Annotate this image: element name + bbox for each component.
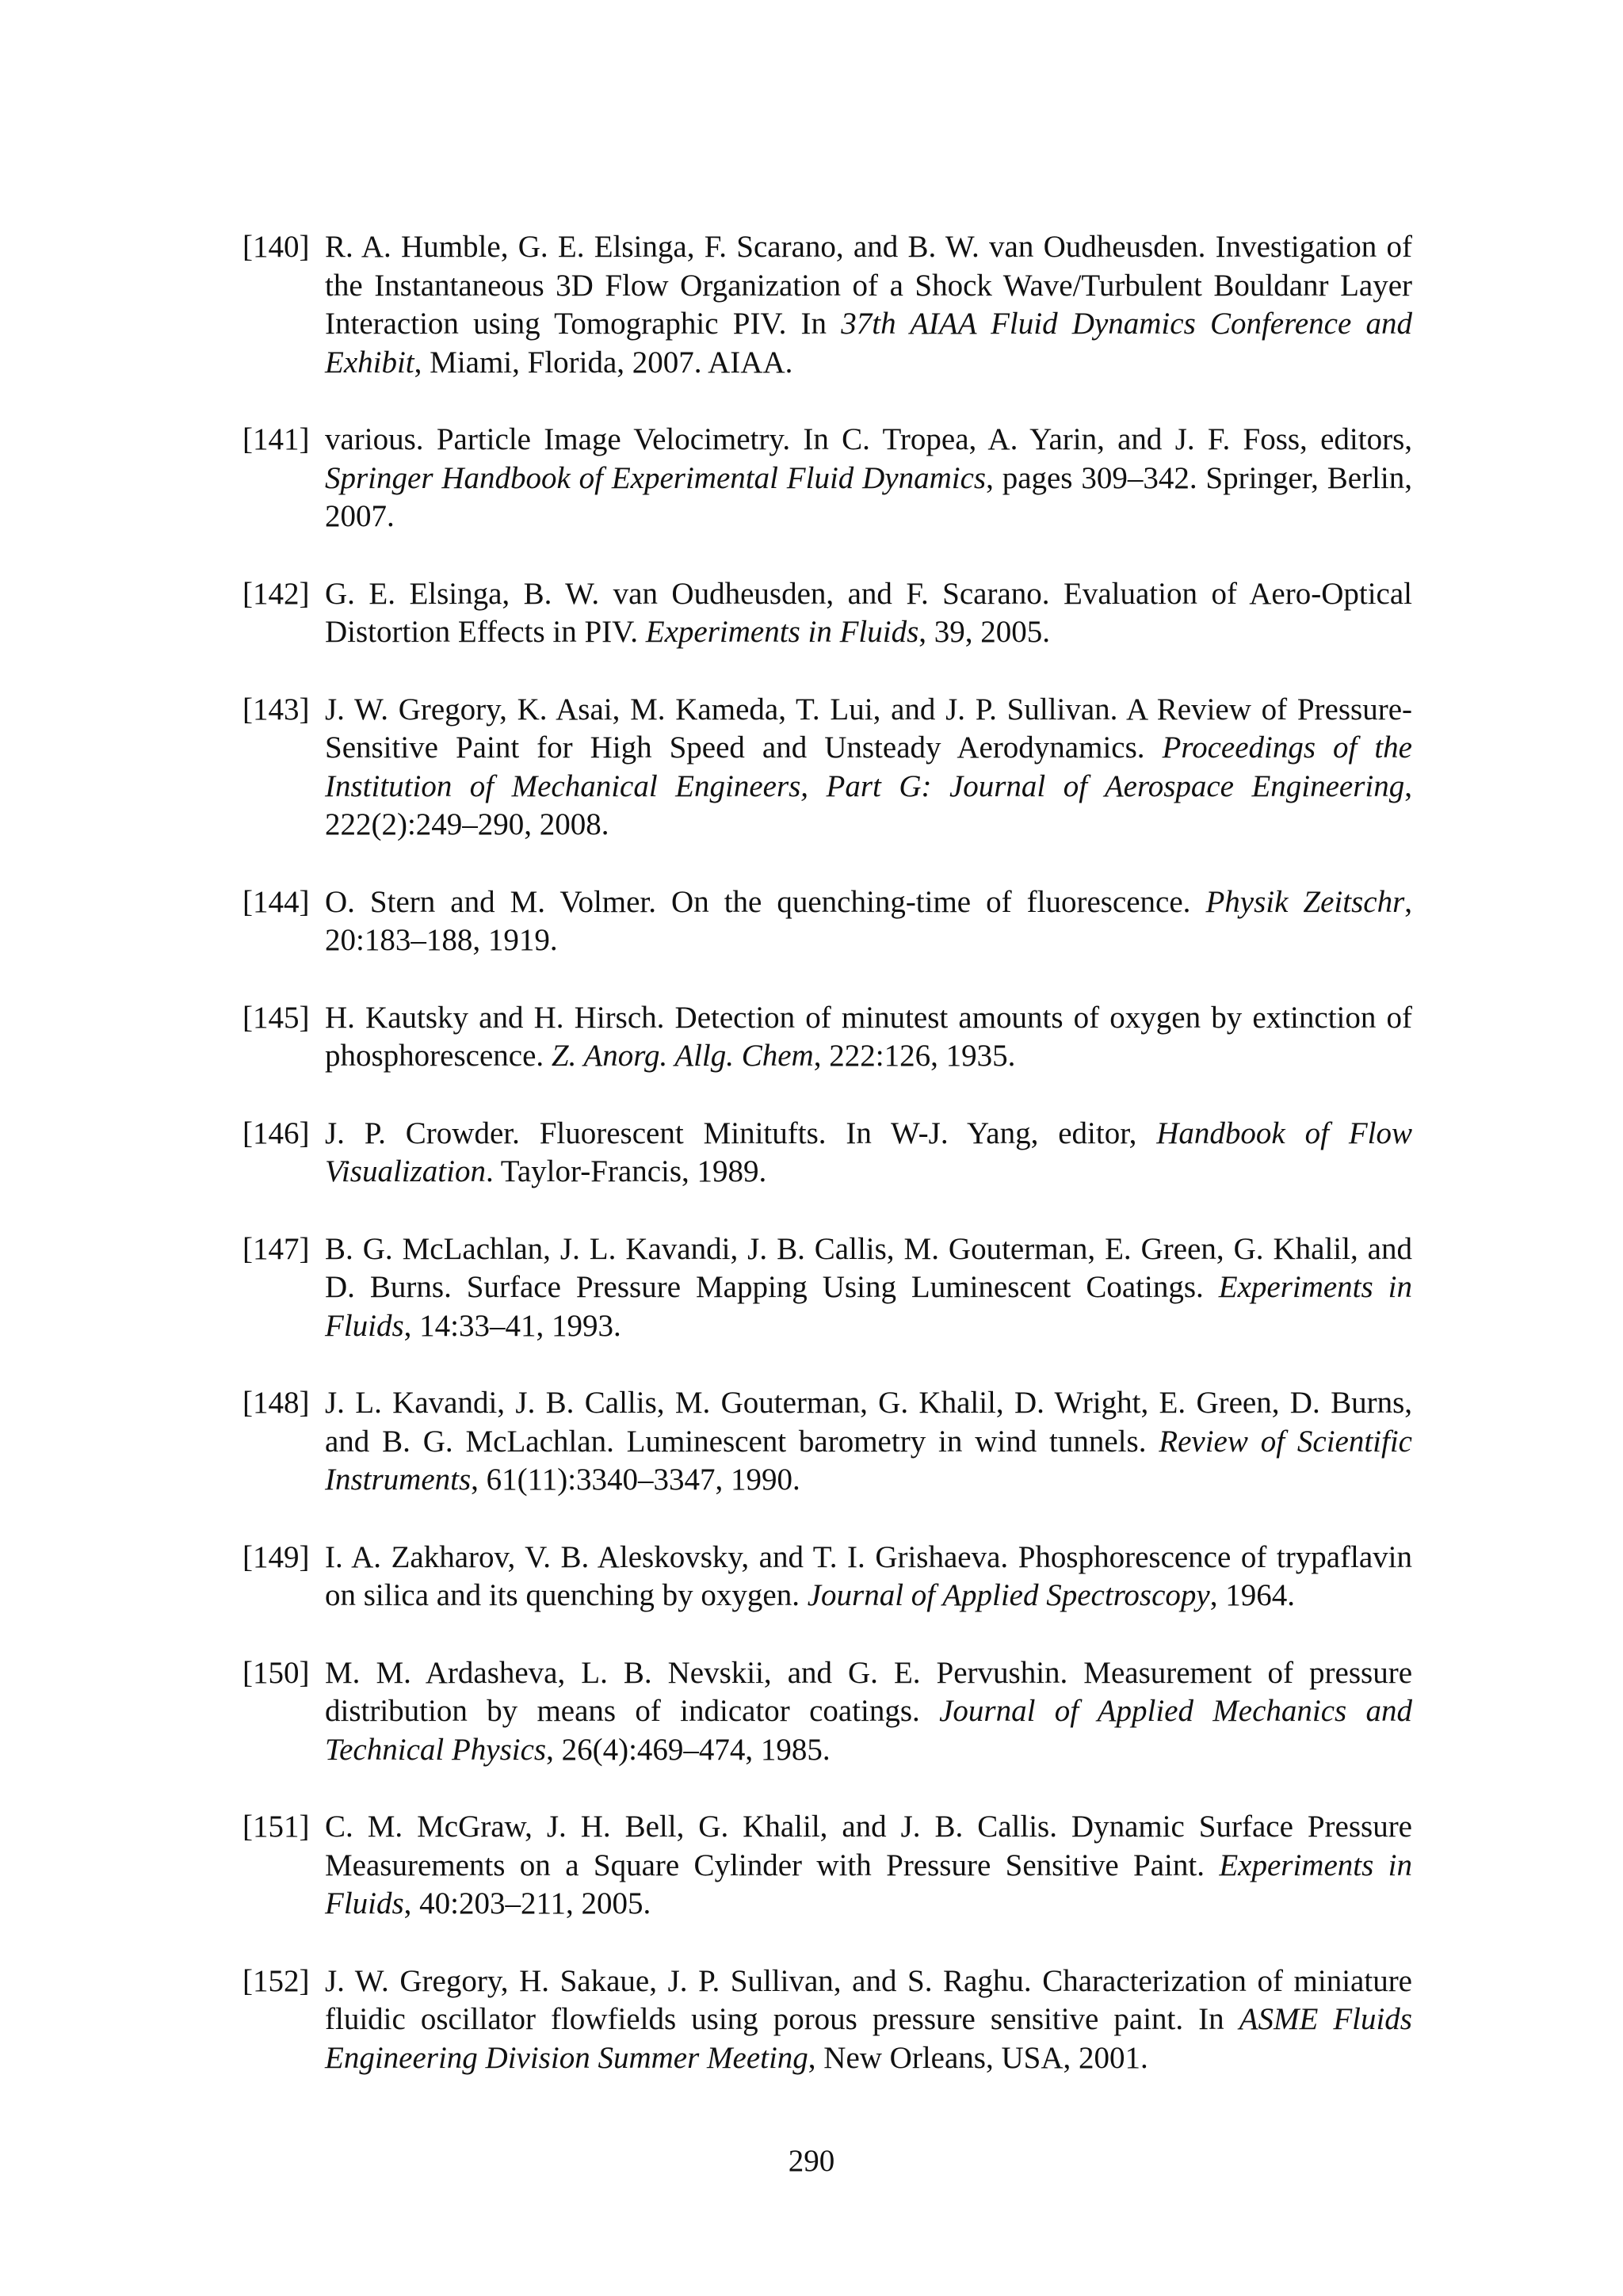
reference-entry — [242, 1384, 1412, 1500]
reference-text-segment: R. A. Humble, G. E. Elsinga, F. Scarano, and B. W. van Oudheusden. Investigation of the Instantaneous 3D Flow Organization of a Shock Wave/Turbulent Bouldanr Layer Interaction using Tomographic PIV. In — [325, 230, 1412, 341]
reference-number: [143] — [242, 692, 310, 727]
reference-text — [325, 692, 1412, 842]
reference-text — [325, 422, 1412, 533]
reference-number: [152] — [242, 1963, 310, 1998]
reference-text-segment: G. E. Elsinga, B. W. van Oudheusden, and F. Scarano. Evaluation of Aero-Optical Distortion Effects in PIV. — [325, 576, 1412, 649]
reference-venue: Journal of Applied Spectroscopy — [807, 1578, 1210, 1612]
reference-venue: Experiments in Fluids — [325, 1848, 1412, 1920]
reference-text-segment: , New Orleans, USA, 2001. — [808, 2040, 1148, 2075]
reference-venue: Z. Anorg. Allg. Chem — [551, 1039, 814, 1073]
reference-text-segment: . Taylor-Francis, 1989. — [485, 1154, 767, 1188]
reference-text — [325, 1001, 1412, 1074]
reference-text — [325, 1232, 1412, 1343]
reference-text — [325, 1656, 1412, 1767]
reference-number: [151] — [242, 1810, 310, 1844]
reference-number: [141] — [242, 422, 310, 456]
reference-text-segment: J. L. Kavandi, J. B. Callis, M. Gouterman, G. Khalil, D. Wright, E. Green, D. Burns, and B. G. McLachlan. Luminescent barometry in wind tunnels. — [325, 1386, 1412, 1459]
reference-number: [144] — [242, 884, 310, 919]
reference-text-segment: , 39, 2005. — [918, 615, 1050, 649]
reference-text-segment: , 222(2):249–290, 2008. — [325, 769, 1412, 841]
reference-text-segment: M. M. Ardasheva, L. B. Nevskii, and G. E. Pervushin. Measurement of pressure distribution by means of indicator coatings. — [325, 1655, 1412, 1728]
reference-text-segment: , Miami, Florida, 2007. AIAA. — [414, 345, 793, 379]
reference-entry — [242, 691, 1412, 845]
reference-entry — [242, 1115, 1412, 1192]
reference-text-segment: , 14:33–41, 1993. — [403, 1308, 621, 1343]
reference-text-segment: O. Stern and M. Volmer. On the quenching-time of fluorescence. — [325, 884, 1206, 919]
reference-entry — [242, 1808, 1412, 1924]
reference-text-segment: J. W. Gregory, K. Asai, M. Kameda, T. Lui, and J. P. Sullivan. A Review of Pressure-Sensitive Paint for High Speed and Unsteady Aerodynamics. — [325, 692, 1412, 765]
reference-number: [148] — [242, 1386, 310, 1420]
reference-number: [146] — [242, 1116, 310, 1150]
reference-entry — [242, 575, 1412, 652]
reference-text-segment: , 61(11):3340–3347, 1990. — [471, 1463, 800, 1497]
reference-number: [147] — [242, 1231, 310, 1266]
reference-entry — [242, 883, 1412, 960]
reference-venue: Physik Zeitschr — [1205, 884, 1405, 919]
reference-venue: Proceedings of the Institution of Mechanical Engineers, Part G: Journal of Aerospace Engineering — [325, 730, 1412, 803]
reference-entry — [242, 421, 1412, 536]
reference-text — [325, 885, 1412, 958]
reference-text-segment: H. Kautsky and H. Hirsch. Detection of minutest amounts of oxygen by extinction of phosphorescence. — [325, 1000, 1412, 1073]
reference-text-segment: , 222:126, 1935. — [813, 1039, 1016, 1073]
reference-text-segment: , 40:203–211, 2005. — [403, 1886, 651, 1920]
reference-text-segment: J. W. Gregory, H. Sakaue, J. P. Sullivan, and S. Raghu. Characterization of miniature fluidic oscillator flowfields using porous pressure sensitive paint. In — [325, 1963, 1412, 2036]
reference-text-segment: various. Particle Image Velocimetry. In C. Tropea, A. Yarin, and J. F. Foss, editors, — [325, 422, 1412, 456]
reference-venue: Handbook of Flow Visualization — [325, 1116, 1412, 1188]
reference-venue: Springer Handbook of Experimental Fluid Dynamics — [325, 460, 987, 495]
reference-entry — [242, 1539, 1412, 1615]
reference-venue: Review of Scientific Instruments — [325, 1424, 1412, 1497]
reference-entry — [242, 228, 1412, 382]
reference-text — [325, 230, 1412, 379]
reference-venue: ASME Fluids Engineering Division Summer Meeting — [325, 2002, 1412, 2075]
reference-text — [325, 1386, 1412, 1497]
reference-text-segment: , 26(4):469–474, 1985. — [546, 1732, 831, 1767]
reference-text — [325, 577, 1412, 650]
reference-list — [242, 228, 1412, 2116]
reference-entry — [242, 1654, 1412, 1770]
reference-text-segment: B. G. McLachlan, J. L. Kavandi, J. B. Callis, M. Gouterman, E. Green, G. Khalil, and D. Burns. Surface Pressure Mapping Using Luminescent Coatings. — [325, 1231, 1412, 1304]
reference-number: [145] — [242, 1000, 310, 1035]
reference-number: [150] — [242, 1655, 310, 1690]
reference-venue: Experiments in Fluids — [325, 1270, 1413, 1343]
reference-text — [325, 1540, 1412, 1613]
reference-venue: Experiments in Fluids — [645, 615, 919, 649]
reference-number: [149] — [242, 1539, 310, 1574]
reference-entry — [242, 999, 1412, 1076]
reference-text-segment: J. P. Crowder. Fluorescent Minitufts. In W-J. Yang, editor, — [325, 1116, 1157, 1150]
reference-text — [325, 1116, 1412, 1189]
reference-number: [140] — [242, 230, 310, 264]
reference-text-segment: I. A. Zakharov, V. B. Aleskovsky, and T. I. Grishaeva. Phosphorescence of trypaflavin on silica and its quenching by oxygen. — [325, 1539, 1412, 1612]
reference-text-segment: C. M. McGraw, J. H. Bell, G. Khalil, and J. B. Callis. Dynamic Surface Pressure Measurements on a Square Cylinder with Pressure Sensitive Paint. — [325, 1810, 1412, 1882]
reference-number: [142] — [242, 576, 310, 611]
reference-venue: 37th AIAA Fluid Dynamics Conference and Exhibit — [325, 307, 1412, 379]
reference-text — [325, 1810, 1412, 1920]
reference-text-segment: , pages 309–342. Springer, Berlin, 2007. — [325, 460, 1412, 533]
reference-text-segment: , 1964. — [1209, 1578, 1295, 1612]
page-number: 290 — [788, 2144, 835, 2178]
reference-text — [325, 1964, 1412, 2075]
reference-entry — [242, 1230, 1412, 1346]
reference-text-segment: , 20:183–188, 1919. — [325, 884, 1412, 957]
reference-entry — [242, 1962, 1412, 2078]
reference-venue: Journal of Applied Mechanics and Technical Physics — [325, 1694, 1413, 1767]
